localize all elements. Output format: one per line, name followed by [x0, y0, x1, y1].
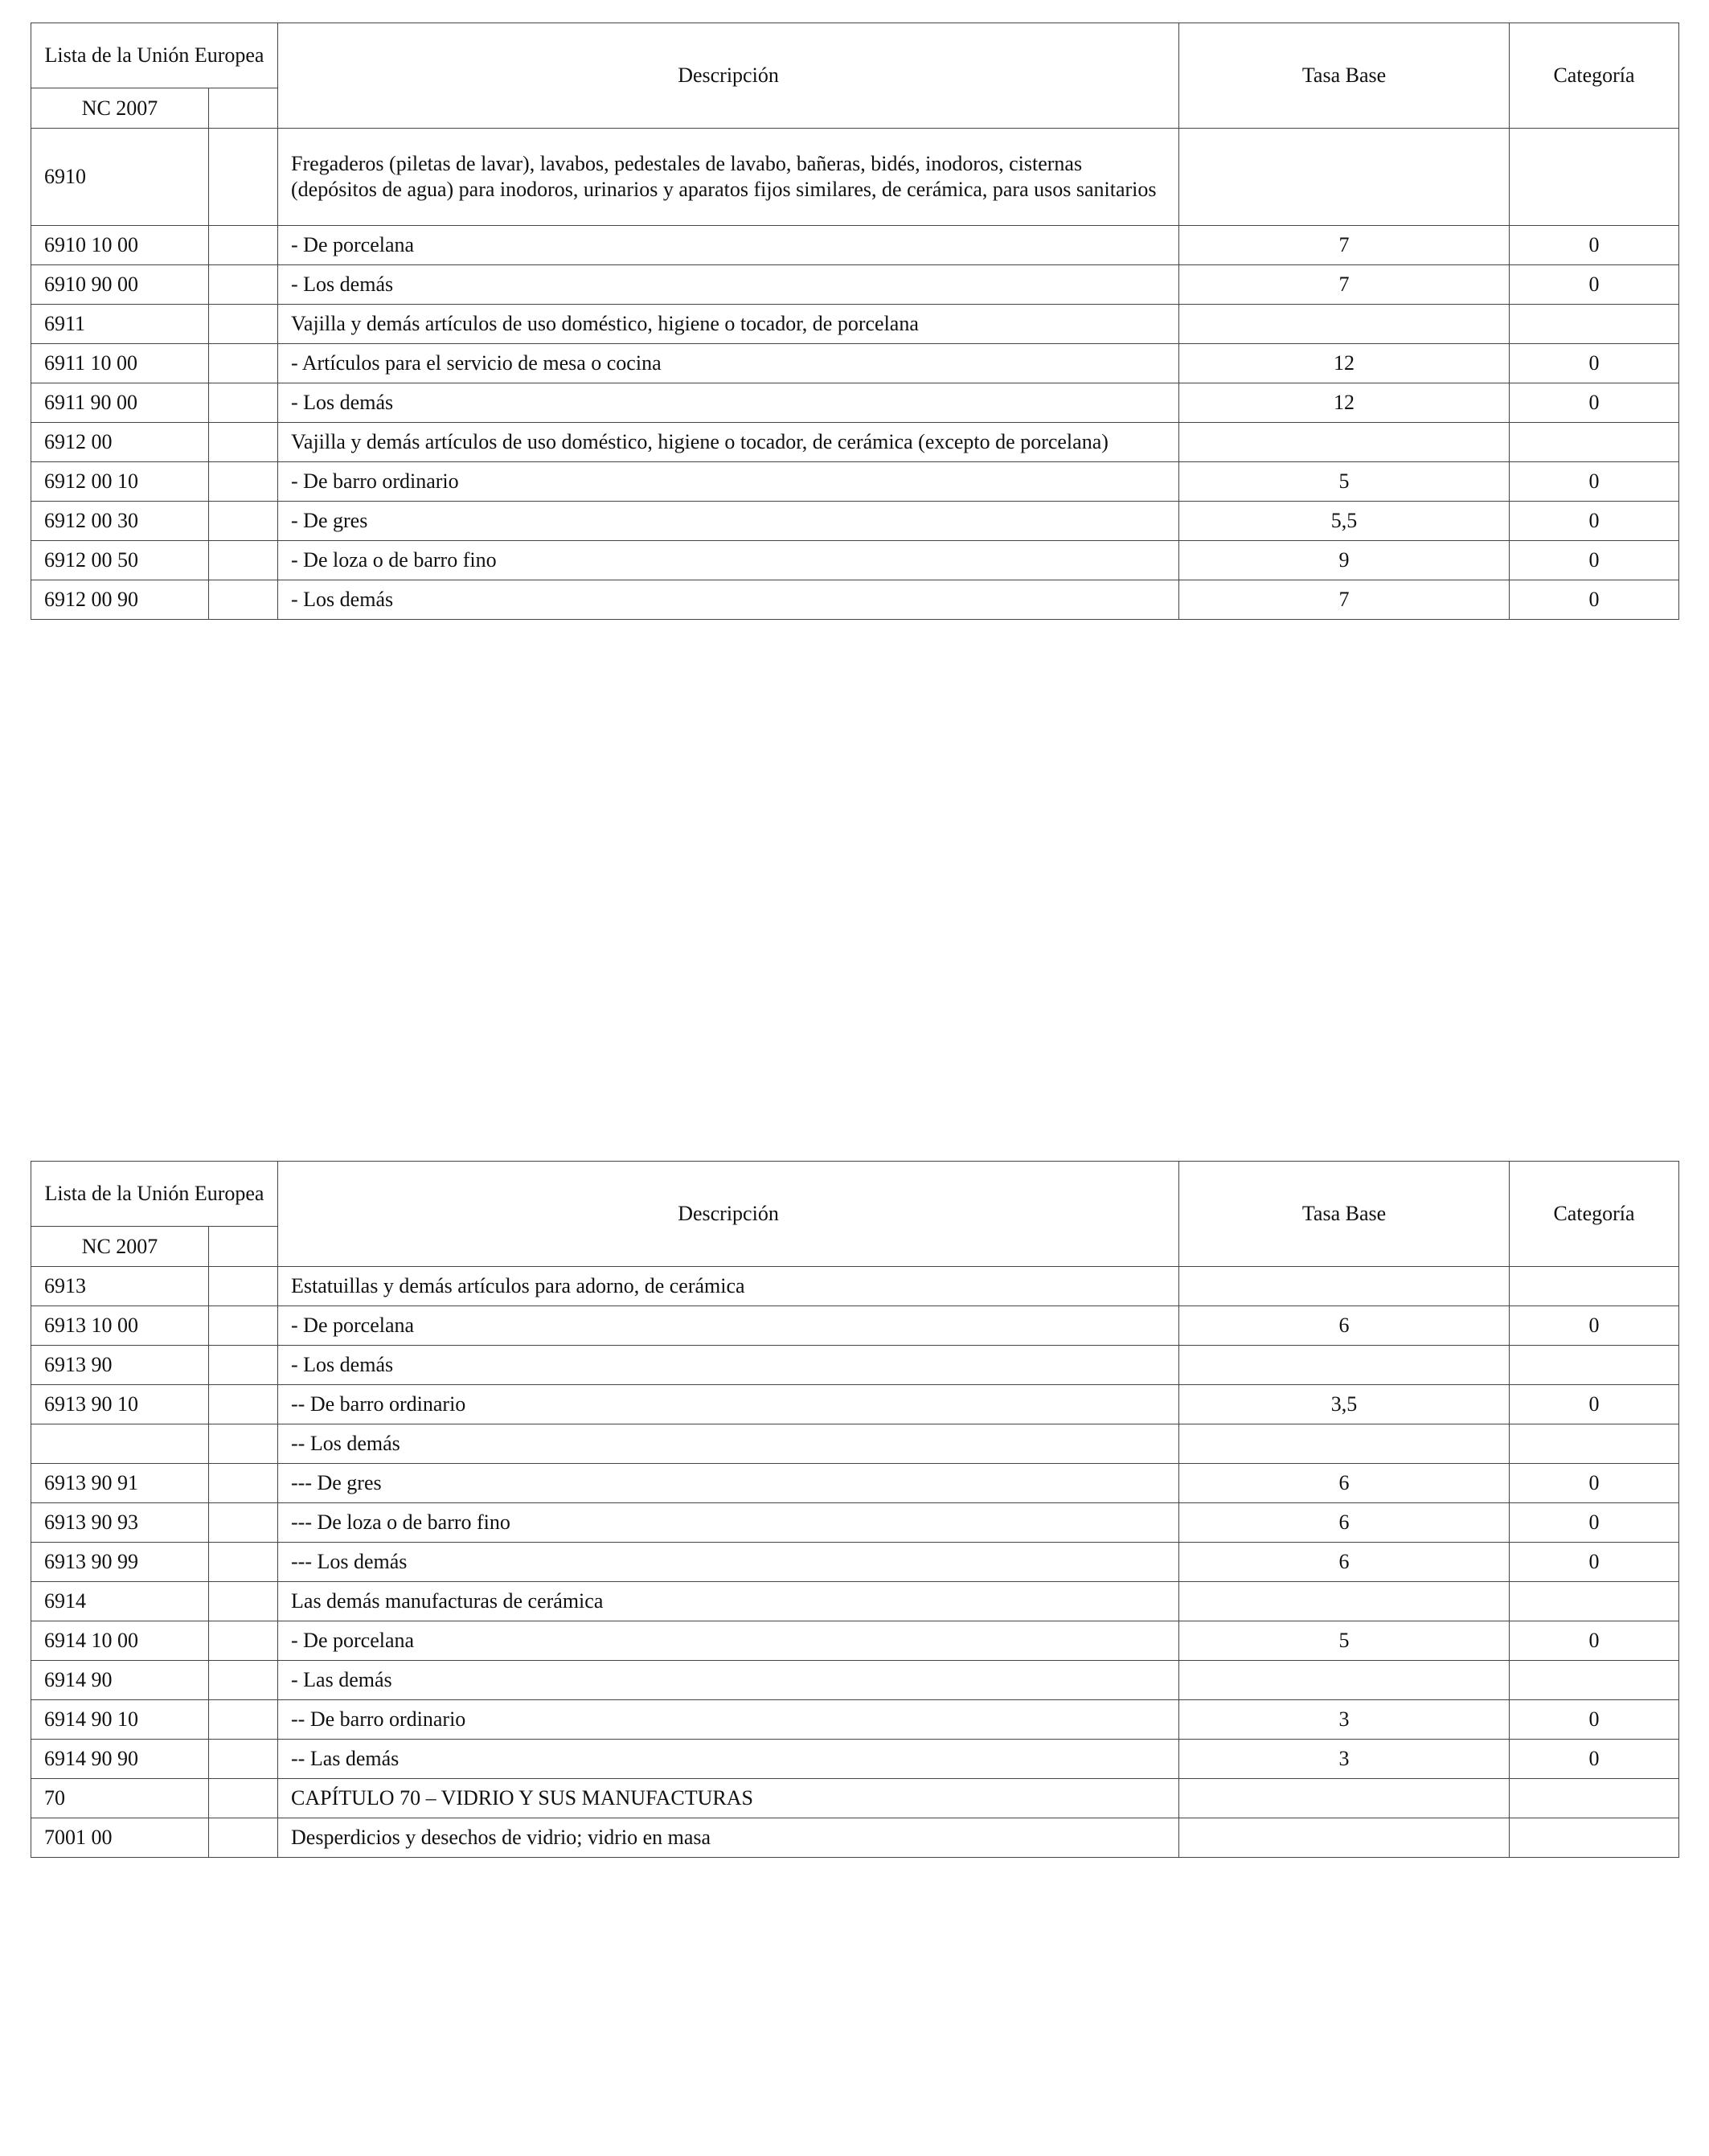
cell-category: [1510, 129, 1679, 226]
cell-base-rate: 6: [1179, 1306, 1510, 1346]
header-category: Categoría: [1510, 23, 1679, 129]
cell-blank: [209, 1661, 278, 1700]
cell-blank: [209, 1464, 278, 1503]
header-eu-list: Lista de la Unión Europea: [31, 23, 278, 88]
cell-category: [1510, 1779, 1679, 1818]
cell-base-rate: 6: [1179, 1543, 1510, 1582]
cell-base-rate: [1179, 1267, 1510, 1306]
cell-code: 6913 90 99: [31, 1543, 209, 1582]
cell-blank: [209, 1740, 278, 1779]
header-blank-cell: [209, 1227, 278, 1267]
cell-code: 6914 10 00: [31, 1621, 209, 1661]
cell-blank: [209, 1779, 278, 1818]
cell-description: -- De barro ordinario: [278, 1385, 1179, 1424]
cell-code: 6913 90 93: [31, 1503, 209, 1543]
table-row: [31, 1385, 1679, 1424]
table-row: [31, 1621, 1679, 1661]
cell-base-rate: [1179, 1661, 1510, 1700]
cell-description: Vajilla y demás artículos de uso doméstico, higiene o tocador, de cerámica (excepto de porcelana): [278, 423, 1179, 462]
cell-description: Vajilla y demás artículos de uso doméstico, higiene o tocador, de porcelana: [278, 305, 1179, 344]
table-row: [31, 1543, 1679, 1582]
table-header: [31, 23, 1679, 129]
cell-description: -- Las demás: [278, 1740, 1179, 1779]
cell-category: 0: [1510, 1621, 1679, 1661]
cell-blank: [209, 129, 278, 226]
cell-blank: [209, 1267, 278, 1306]
cell-category: [1510, 1424, 1679, 1464]
cell-code: 7001 00: [31, 1818, 209, 1858]
cell-code: 6914 90 10: [31, 1700, 209, 1740]
cell-description: CAPÍTULO 70 – VIDRIO Y SUS MANUFACTURAS: [278, 1779, 1179, 1818]
cell-blank: [209, 383, 278, 423]
cell-blank: [209, 1621, 278, 1661]
cell-category: 0: [1510, 344, 1679, 383]
cell-description: - Los demás: [278, 265, 1179, 305]
table-row: [31, 265, 1679, 305]
cell-blank: [209, 1818, 278, 1858]
cell-base-rate: 9: [1179, 541, 1510, 580]
table-row: [31, 344, 1679, 383]
cell-category: 0: [1510, 1740, 1679, 1779]
table-body: [31, 1267, 1679, 1858]
header-eu-list: Lista de la Unión Europea: [31, 1162, 278, 1227]
cell-code: 6914 90 90: [31, 1740, 209, 1779]
cell-code: 6912 00 10: [31, 462, 209, 502]
cell-base-rate: 5: [1179, 1621, 1510, 1661]
cell-blank: [209, 1346, 278, 1385]
cell-category: 0: [1510, 1385, 1679, 1424]
cell-base-rate: [1179, 423, 1510, 462]
cell-base-rate: 5,5: [1179, 502, 1510, 541]
cell-code: 6910 90 00: [31, 265, 209, 305]
cell-blank: [209, 1700, 278, 1740]
cell-code: 6913 90 10: [31, 1385, 209, 1424]
cell-code: 6910 10 00: [31, 226, 209, 265]
table-body: [31, 129, 1679, 620]
cell-code: 6913 90 91: [31, 1464, 209, 1503]
cell-description: - Los demás: [278, 580, 1179, 620]
cell-description: - De loza o de barro fino: [278, 541, 1179, 580]
cell-blank: [209, 1424, 278, 1464]
table-row: [31, 462, 1679, 502]
table-row: [31, 383, 1679, 423]
header-category: Categoría: [1510, 1162, 1679, 1267]
cell-blank: [209, 423, 278, 462]
cell-code: 6910: [31, 129, 209, 226]
cell-description: - De gres: [278, 502, 1179, 541]
table-row: [31, 502, 1679, 541]
cell-category: 0: [1510, 541, 1679, 580]
table-row: [31, 541, 1679, 580]
table-row: [31, 1306, 1679, 1346]
cell-code: 6914 90: [31, 1661, 209, 1700]
cell-category: [1510, 423, 1679, 462]
cell-blank: [209, 1385, 278, 1424]
header-blank-cell: [209, 88, 278, 129]
table-row: [31, 1503, 1679, 1543]
header-nc-2007: NC 2007: [31, 1227, 209, 1267]
cell-category: [1510, 1818, 1679, 1858]
table-row: [31, 1740, 1679, 1779]
cell-description: - Los demás: [278, 1346, 1179, 1385]
cell-category: [1510, 305, 1679, 344]
cell-category: 0: [1510, 383, 1679, 423]
cell-description: --- Los demás: [278, 1543, 1179, 1582]
cell-base-rate: [1179, 1346, 1510, 1385]
cell-base-rate: [1179, 129, 1510, 226]
cell-description: - De porcelana: [278, 1621, 1179, 1661]
cell-description: - Artículos para el servicio de mesa o cocina: [278, 344, 1179, 383]
cell-code: 6912 00 50: [31, 541, 209, 580]
cell-code: 70: [31, 1779, 209, 1818]
cell-base-rate: 7: [1179, 226, 1510, 265]
cell-description: --- De loza o de barro fino: [278, 1503, 1179, 1543]
table-row: [31, 580, 1679, 620]
table-row: [31, 1424, 1679, 1464]
table-row: [31, 1779, 1679, 1818]
cell-code: 6911 10 00: [31, 344, 209, 383]
cell-code: 6911 90 00: [31, 383, 209, 423]
tariff-table-1: [31, 23, 1679, 620]
cell-blank: [209, 226, 278, 265]
cell-description: - De porcelana: [278, 1306, 1179, 1346]
header-base-rate: Tasa Base: [1179, 23, 1510, 129]
cell-category: [1510, 1582, 1679, 1621]
header-base-rate: Tasa Base: [1179, 1162, 1510, 1267]
cell-code: 6913: [31, 1267, 209, 1306]
cell-description: Desperdicios y desechos de vidrio; vidrio en masa: [278, 1818, 1179, 1858]
cell-base-rate: 7: [1179, 580, 1510, 620]
cell-code: 6912 00: [31, 423, 209, 462]
cell-code: 6911: [31, 305, 209, 344]
table-header: [31, 1162, 1679, 1267]
cell-description: - Los demás: [278, 383, 1179, 423]
tariff-table-2: [31, 1161, 1679, 1858]
cell-base-rate: 5: [1179, 462, 1510, 502]
table-row: [31, 1818, 1679, 1858]
cell-base-rate: 3,5: [1179, 1385, 1510, 1424]
cell-blank: [209, 265, 278, 305]
cell-blank: [209, 305, 278, 344]
table-row: [31, 305, 1679, 344]
cell-category: 0: [1510, 1543, 1679, 1582]
cell-base-rate: [1179, 1582, 1510, 1621]
cell-category: 0: [1510, 1700, 1679, 1740]
cell-base-rate: 6: [1179, 1464, 1510, 1503]
cell-base-rate: [1179, 305, 1510, 344]
cell-description: Estatuillas y demás artículos para adorno, de cerámica: [278, 1267, 1179, 1306]
cell-category: [1510, 1267, 1679, 1306]
cell-code: 6913 90: [31, 1346, 209, 1385]
cell-category: 0: [1510, 265, 1679, 305]
table-row: [31, 423, 1679, 462]
table-row: [31, 1346, 1679, 1385]
cell-description: --- De gres: [278, 1464, 1179, 1503]
cell-code: [31, 1424, 209, 1464]
cell-category: [1510, 1661, 1679, 1700]
header-nc-2007: NC 2007: [31, 88, 209, 129]
cell-blank: [209, 1543, 278, 1582]
table-row: [31, 226, 1679, 265]
cell-description: - De barro ordinario: [278, 462, 1179, 502]
cell-blank: [209, 580, 278, 620]
cell-category: 0: [1510, 1503, 1679, 1543]
cell-category: 0: [1510, 462, 1679, 502]
cell-category: 0: [1510, 580, 1679, 620]
cell-base-rate: 3: [1179, 1740, 1510, 1779]
cell-code: 6912 00 90: [31, 580, 209, 620]
cell-category: 0: [1510, 1464, 1679, 1503]
cell-blank: [209, 462, 278, 502]
cell-description: -- Los demás: [278, 1424, 1179, 1464]
header-description: Descripción: [278, 23, 1179, 129]
cell-base-rate: 12: [1179, 383, 1510, 423]
cell-description: -- De barro ordinario: [278, 1700, 1179, 1740]
cell-category: [1510, 1346, 1679, 1385]
cell-blank: [209, 344, 278, 383]
cell-blank: [209, 1582, 278, 1621]
table-row: [31, 1464, 1679, 1503]
cell-code: 6912 00 30: [31, 502, 209, 541]
cell-code: 6914: [31, 1582, 209, 1621]
cell-category: 0: [1510, 1306, 1679, 1346]
table-row: [31, 1661, 1679, 1700]
cell-category: 0: [1510, 226, 1679, 265]
cell-base-rate: 6: [1179, 1503, 1510, 1543]
cell-blank: [209, 541, 278, 580]
cell-blank: [209, 1306, 278, 1346]
cell-category: 0: [1510, 502, 1679, 541]
cell-base-rate: [1179, 1779, 1510, 1818]
header-description: Descripción: [278, 1162, 1179, 1267]
cell-code: 6913 10 00: [31, 1306, 209, 1346]
cell-base-rate: 3: [1179, 1700, 1510, 1740]
table-row: [31, 1267, 1679, 1306]
cell-base-rate: [1179, 1424, 1510, 1464]
cell-blank: [209, 502, 278, 541]
cell-base-rate: 12: [1179, 344, 1510, 383]
cell-description: Las demás manufacturas de cerámica: [278, 1582, 1179, 1621]
cell-base-rate: 7: [1179, 265, 1510, 305]
cell-base-rate: [1179, 1818, 1510, 1858]
cell-description: - Las demás: [278, 1661, 1179, 1700]
cell-description: Fregaderos (piletas de lavar), lavabos, pedestales de lavabo, bañeras, bidés, inodoros, cisternas (depósitos de agua) para inodoros, urinarios y aparatos fijos similares, de cerámica, para usos sanitarios: [278, 129, 1179, 226]
table-row: [31, 129, 1679, 226]
cell-description: - De porcelana: [278, 226, 1179, 265]
table-row: [31, 1582, 1679, 1621]
cell-blank: [209, 1503, 278, 1543]
table-row: [31, 1700, 1679, 1740]
